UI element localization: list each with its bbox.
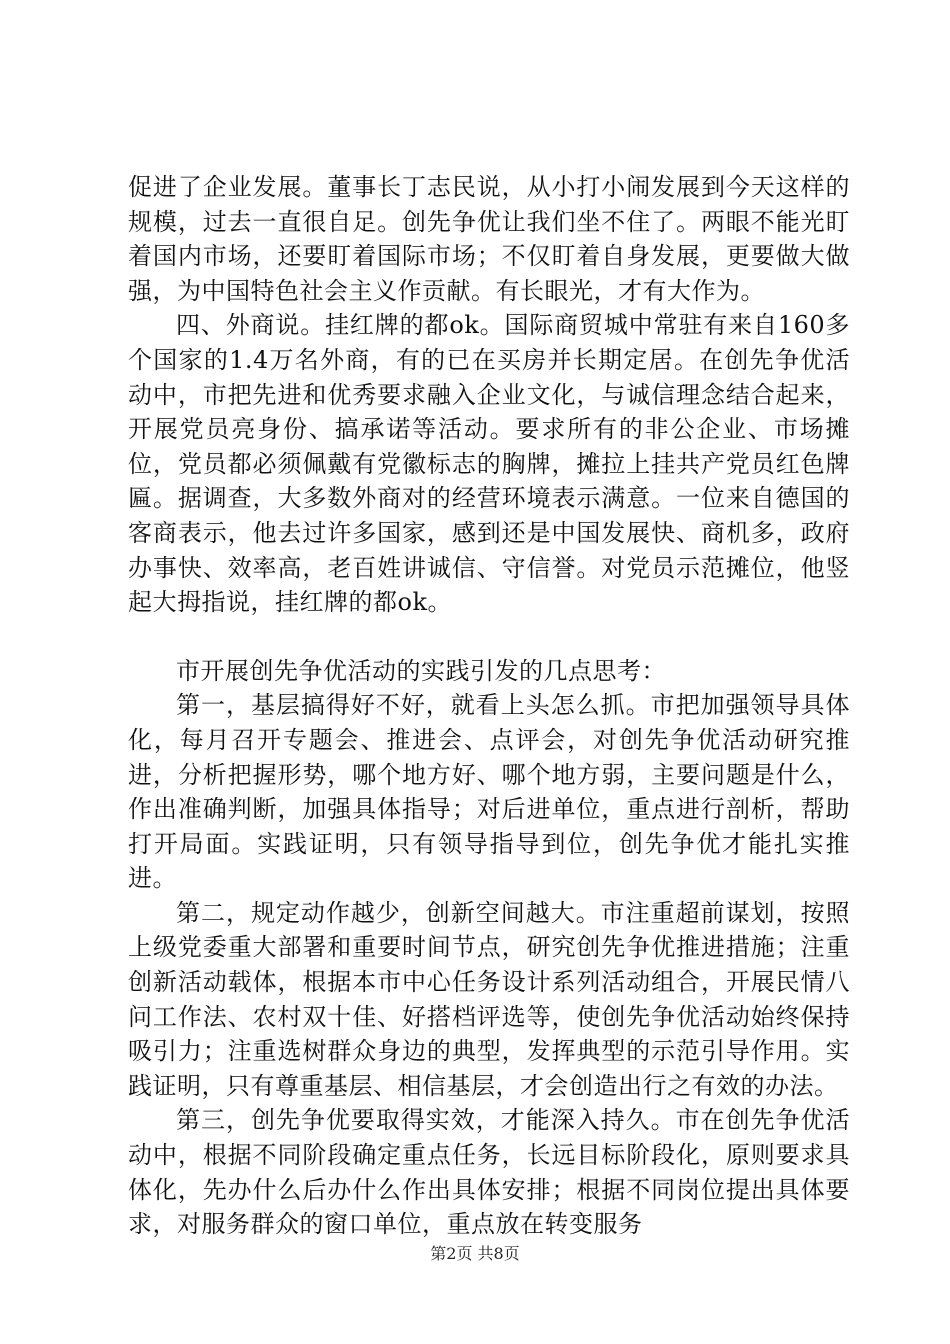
page-footer (0, 1244, 950, 1264)
paragraph-second-point: 第二，规定动作越少，创新空间越大。市注重超前谋划，按照上级党委重大部署和重要时间节点，研究创先争优推进措施；注重创新活动载体，根据本市中心任务设计系列活动组合，开展民情八问工作法、农村双十佳、好搭档评选等，使创先争优活动始终保持吸引力；注重选树群众身边的典型，发挥典型的示范引导作用。实践证明，只有尊重基层、相信基层，才会创造出行之有效的办法。 (128, 898, 850, 1100)
paragraph-first-point: 第一，基层搞得好不好，就看上头怎么抓。市把加强领导具体化，每月召开专题会、推进会、点评会，对创先争优活动研究推进，分析把握形势，哪个地方好、哪个地方弱，主要问题是什么，作出准确判断，加强具体指导；对后进单位，重点进行剖析，帮助打开局面。实践证明，只有领导指导到位，创先争优才能扎实推进。 (128, 691, 850, 893)
paragraph-foreign-merchants: 四、外商说。挂红牌的都ok。国际商贸城中常驻有来自160多个国家的1.4万名外商，有的已在买房并长期定居。在创先争优活动中，市把先进和优秀要求融入企业文化，与诚信理念结合起来，开展党员亮身份、搞承诺等活动。要求所有的非公企业、市场摊位，党员都必须佩戴有党徽标志的胸牌，摊拉上挂共产党员红色牌匾。据调查，大多数外商对的经营环境表示满意。一位来自德国的客商表示，他去过许多国家，感到还是中国发展快、商机多，政府办事快、效率高，老百姓讲诚信、守信誉。对党员示范摊位，他竖起大拇指说，挂红牌的都ok。 (128, 311, 850, 617)
paragraph-continuation: 促进了企业发展。董事长丁志民说，从小打小闹发展到今天这样的规模，过去一直很自足。创先争优让我们坐不住了。两眼不能光盯着国内市场，还要盯着国际市场；不仅盯着自身发展，更要做大做强，为中国特色社会主义作贡献。有长眼光，才有大作为。 (128, 173, 850, 305)
page-number-label: 第2页 共8页 (430, 1244, 520, 1263)
section-heading-reflections: 市开展创先争优活动的实践引发的几点思考： (176, 656, 666, 685)
paragraph-third-point: 第三，创先争优要取得实效，才能深入持久。市在创先争优活动中，根据不同阶段确定重点任务，长远目标阶段化，原则要求具体化，先办什么后办什么作出具体安排；根据不同岗位提出具体要求，对服务群众的窗口单位，重点放在转变服务 (128, 1106, 850, 1239)
document-body (128, 170, 850, 1242)
